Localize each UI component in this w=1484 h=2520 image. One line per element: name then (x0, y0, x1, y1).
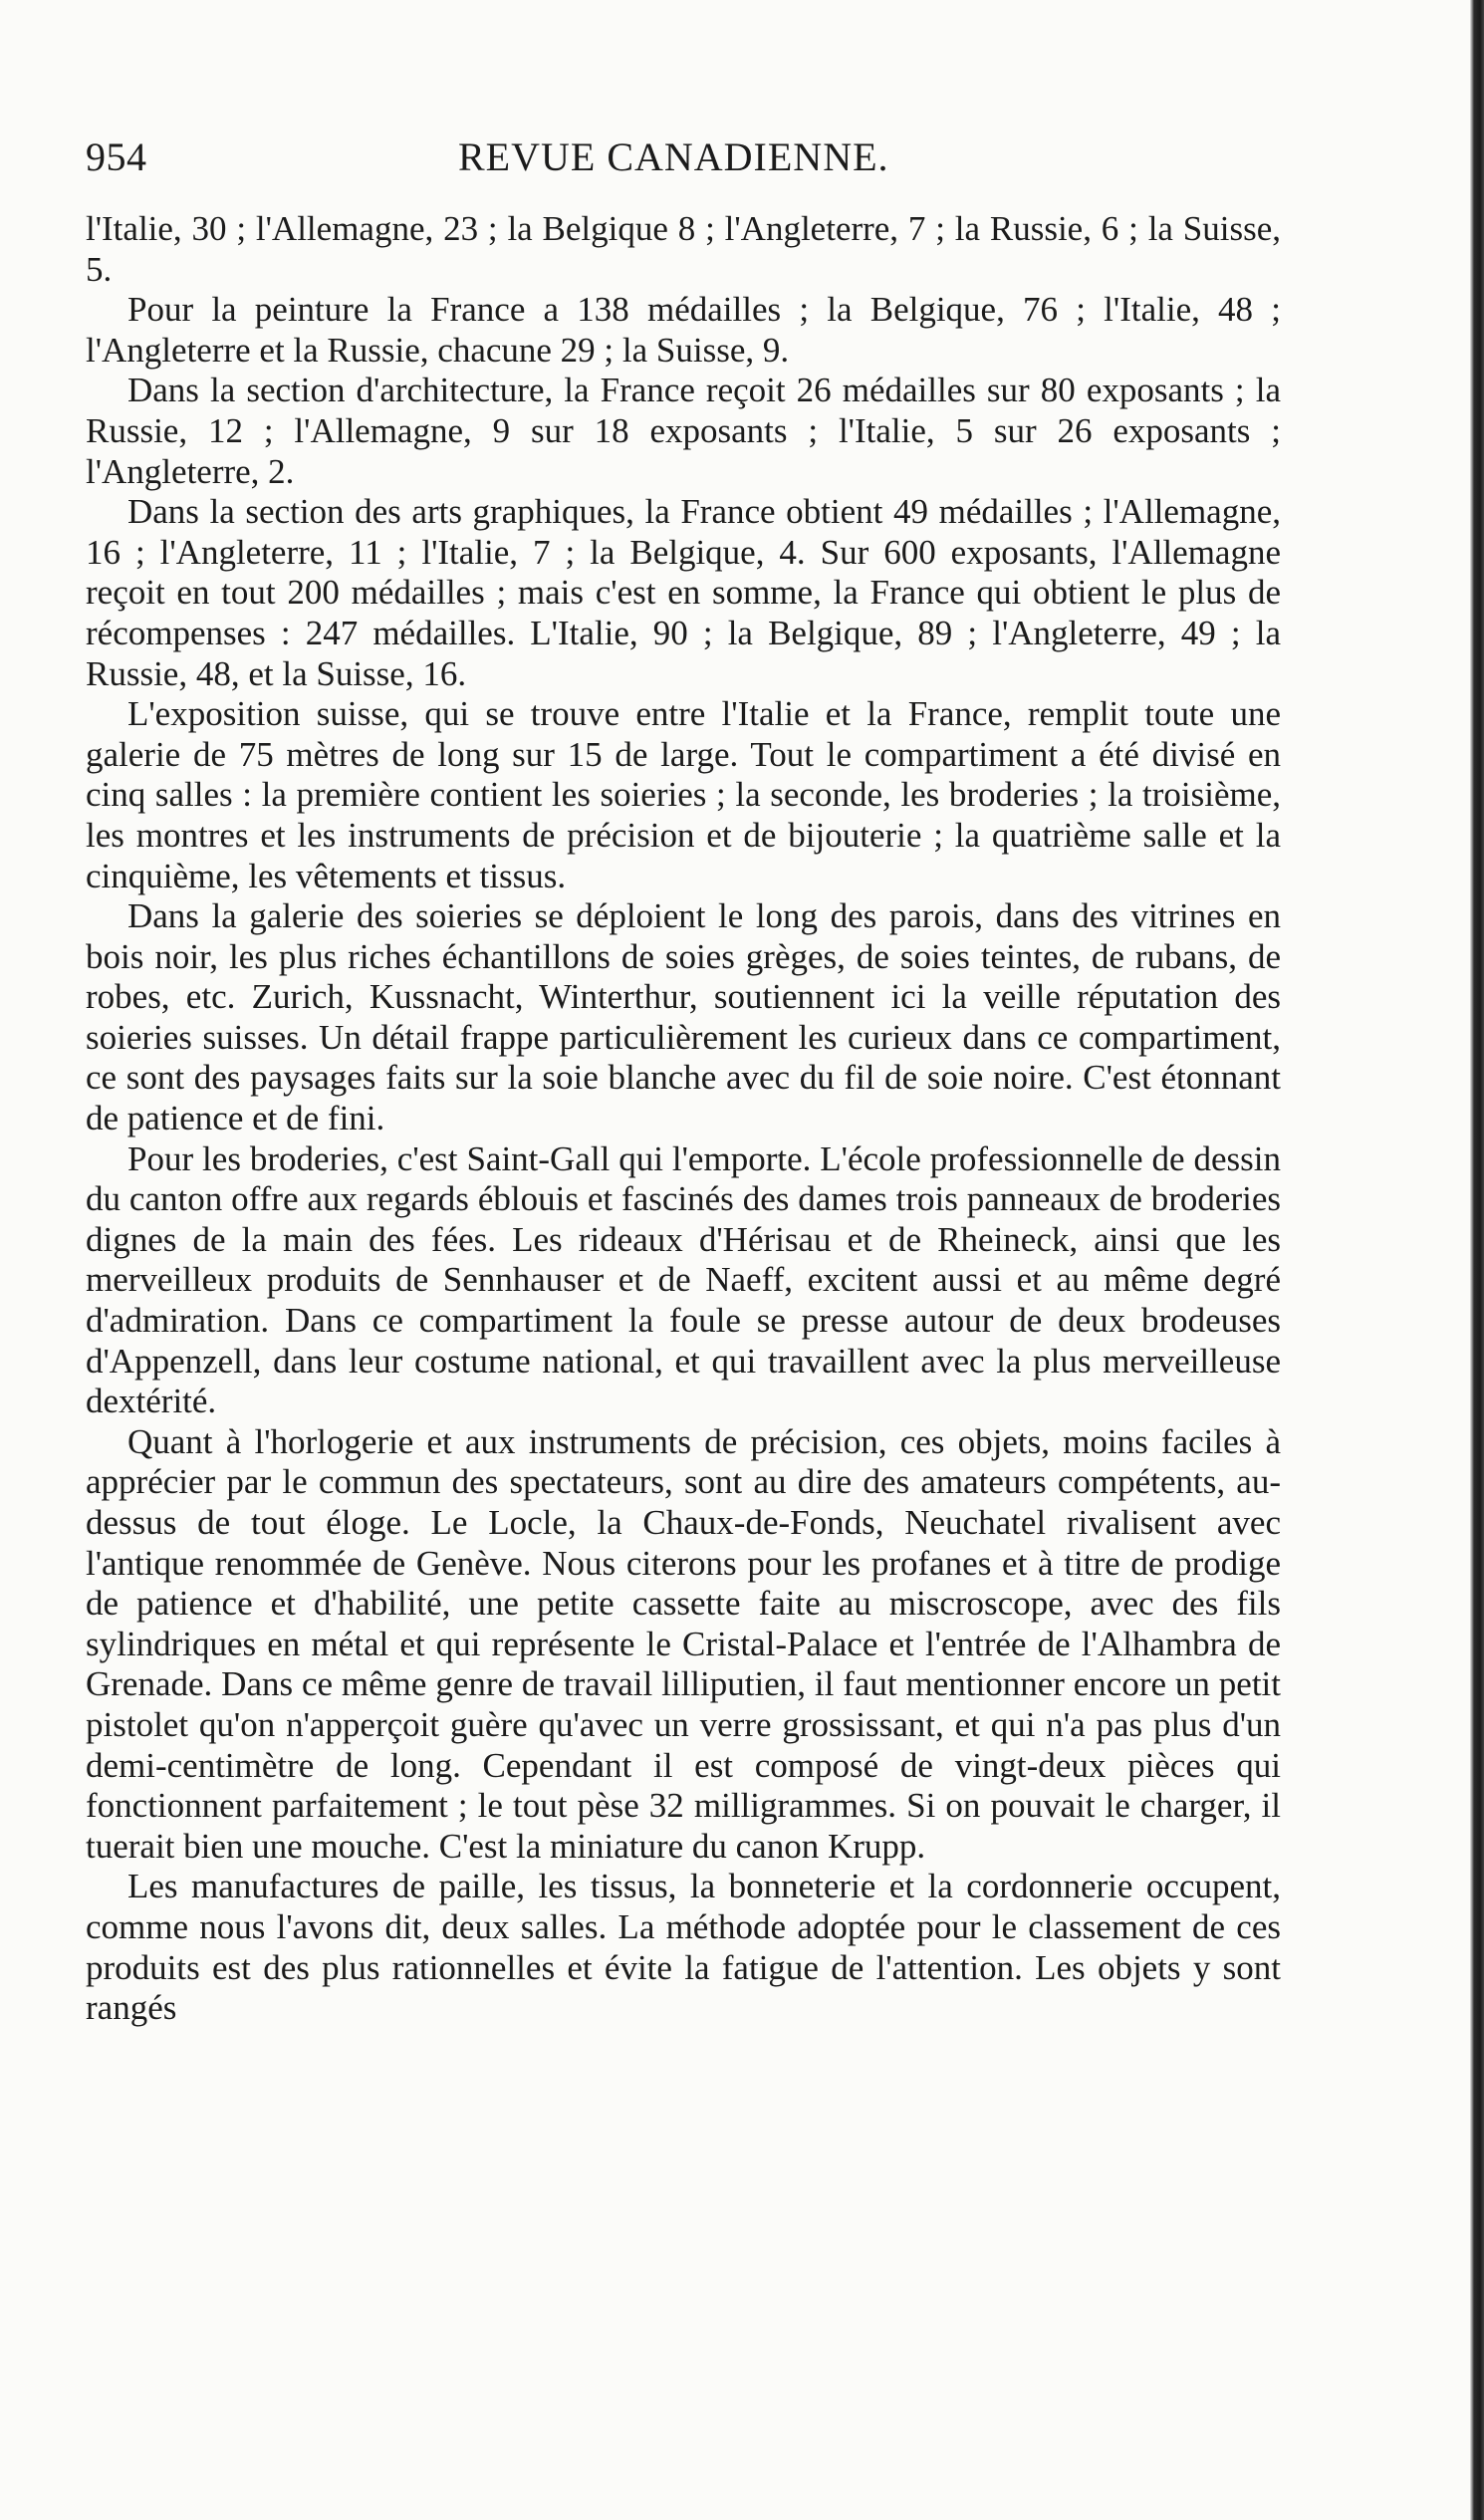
paragraph-painting: Pour la peinture la France a 138 médailles ; la Belgique, 76 ; l'Italie, 48 ; l'Angleterre et la Russie, chacune 29 ; la Suisse, 9. (86, 290, 1281, 370)
paragraph-swiss-exhibition: L'exposition suisse, qui se trouve entre l'Italie et la France, remplit toute une galerie de 75 mètres de long sur 15 de large. Tout le compartiment a été divisé en cinq salles : la première contient les soieries ; la seconde, les broderies ; la troisième, les montres et les instruments de précision et de bijouterie ; la quatrième salle et la cinquième, les vêtements et tissus. (86, 694, 1281, 895)
paragraph-manufactures: Les manufactures de paille, les tissus, la bonneterie et la cordonnerie occupent, comme nous l'avons dit, deux salles. La méthode adoptée pour le classement de ces produits est des plus rationnelles et évite la fatigue de l'attention. Les objets y sont rangés (86, 1867, 1281, 2028)
paragraph-silks: Dans la galerie des soieries se déploient le long des parois, dans des vitrines en bois noir, les plus riches échantillons de soies grèges, de soies teintes, de rubans, de robes, etc. Zurich, Kussnacht, Winterthur, soutiennent ici la veille réputation des soieries suisses. Un détail frappe particulièrement les curieux dans ce compartiment, ce sont des paysages faits sur la soie blanche avec du fil de soie noire. C'est étonnant de patience et de fini. (86, 896, 1281, 1138)
page-edge-shadow (1470, 0, 1484, 2520)
paragraph-watchmaking: Quant à l'horlogerie et aux instruments de précision, ces objets, moins faciles à apprécier par le commun des spectateurs, sont au dire des amateurs compétents, au-dessus de tout éloge. Le Locle, la Chaux-de-Fonds, Neuchatel rivalisent avec l'antique renommée de Genève. Nous citerons pour les profanes et à titre de prodige de patience et d'habilité, une petite cassette faite au miscroscope, avec des fils sylindriques en métal et qui représente le Cristal-Palace et l'entrée de l'Alhambra de Grenade. Dans ce même genre de travail lilliputien, il faut mentionner encore un petit pistolet qu'on n'apperçoit guère qu'avec un verre grossissant, et qui n'a pas plus d'un demi-centimètre de long. Cependant il est composé de vingt-deux pièces qui fonctionnent parfaitement ; le tout pèse 32 milligrammes. Si on pouvait le charger, il tuerait bien une mouche. C'est la miniature du canon Krupp. (86, 1421, 1281, 1866)
body-text (86, 209, 1281, 2029)
running-title: REVUE CANADIENNE. (458, 134, 889, 179)
page-number: 954 (86, 134, 147, 179)
paragraph-embroidery: Pour les broderies, c'est Saint-Gall qui l'emporte. L'école professionnelle de dessin du canton offre aux regards éblouis et fascinés des dames trois panneaux de broderies dignes de la main des fées. Les rideaux d'Hérisau et de Rheineck, ainsi que les merveilleux produits de Sennhauser et de Naeff, excitent aussi et au même degré d'admiration. Dans ce compartiment la foule se presse autour de deux brodeuses d'Appenzell, dans leur costume national, et qui travaillent avec la plus merveilleuse dextérité. (86, 1138, 1281, 1421)
paragraph-architecture: Dans la section d'architecture, la France reçoit 26 médailles sur 80 exposants ; la Russie, 12 ; l'Allemagne, 9 sur 18 exposants ; l'Italie, 5 sur 26 exposants ; l'Angleterre, 2. (86, 371, 1281, 491)
paragraph-medals-continued: l'Italie, 30 ; l'Allemagne, 23 ; la Belgique 8 ; l'Angleterre, 7 ; la Russie, 6 ; la Suisse, 5. (86, 209, 1281, 289)
page-header (86, 127, 1281, 187)
paragraph-graphic-arts: Dans la section des arts graphiques, la France obtient 49 médailles ; l'Allemagne, 16 ; l'Angleterre, 11 ; l'Italie, 7 ; la Belgique, 4. Sur 600 exposants, l'Allemagne reçoit en tout 200 médailles ; mais c'est en somme, la France qui obtient le plus de récompenses : 247 médailles. L'Italie, 90 ; la Belgique, 89 ; l'Angleterre, 49 ; la Russie, 48, et la Suisse, 16. (86, 492, 1281, 693)
